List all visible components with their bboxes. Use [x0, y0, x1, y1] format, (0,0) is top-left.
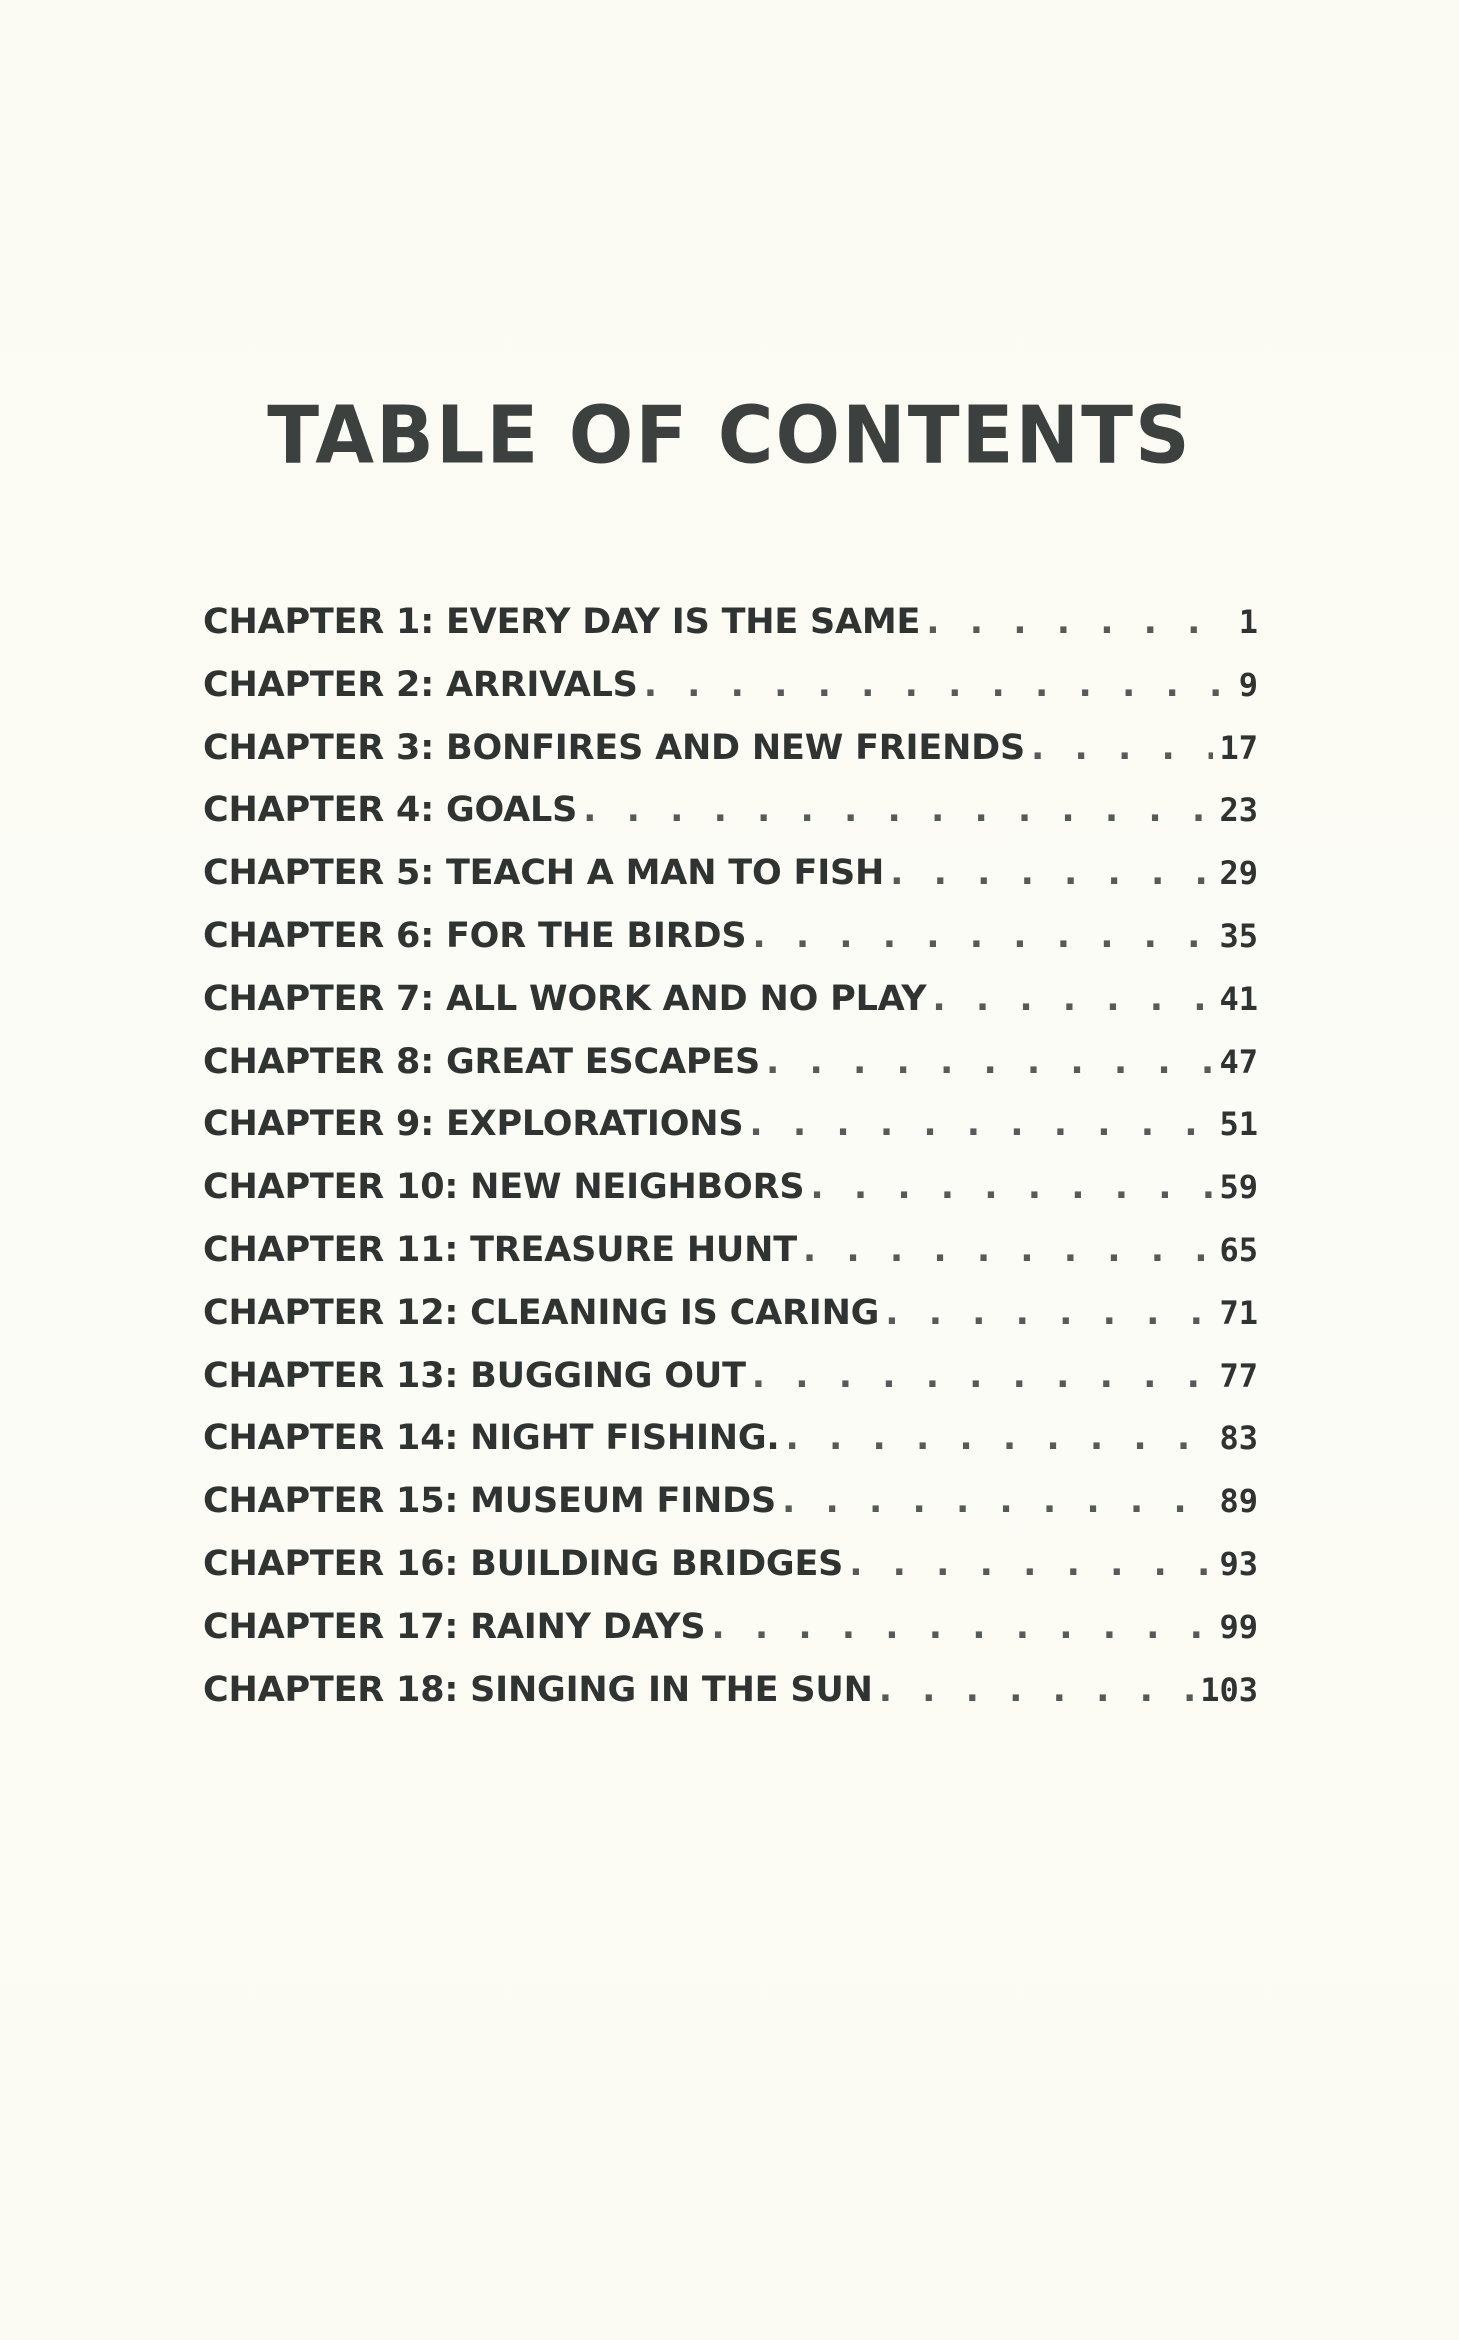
toc-entry: [203, 1670, 1258, 1733]
dot-leader: [711, 1607, 1213, 1647]
page-number: 41: [1219, 979, 1258, 1018]
dot-leader: [752, 1356, 1214, 1396]
dot-leader: [810, 1167, 1213, 1207]
dot-leader: [786, 1418, 1214, 1458]
dot-leader: [583, 790, 1213, 830]
page-number: 35: [1219, 916, 1258, 955]
toc-entry: [203, 1544, 1258, 1607]
chapter-title: CHAPTER 8: GREAT ESCAPES: [203, 1041, 761, 1082]
chapter-title: CHAPTER 16: BUILDING BRIDGES: [203, 1543, 844, 1584]
toc-entry: [203, 1607, 1258, 1670]
chapter-title: CHAPTER 2: ARRIVALS: [203, 664, 638, 705]
toc-entry: [203, 1104, 1258, 1167]
chapter-title: CHAPTER 12: CLEANING IS CARING: [203, 1292, 880, 1333]
toc-entry: [203, 979, 1258, 1042]
toc-entry: [203, 853, 1258, 916]
dot-leader: [766, 1042, 1213, 1082]
toc-entry: [203, 665, 1258, 728]
page-number: 9: [1238, 665, 1258, 704]
dot-leader: [752, 916, 1213, 956]
toc-entry: [203, 1481, 1258, 1544]
chapter-title: CHAPTER 17: RAINY DAYS: [203, 1606, 706, 1647]
dot-leader: [926, 602, 1232, 642]
dot-leader: [803, 1230, 1214, 1270]
page-number: 23: [1219, 791, 1258, 830]
page-number: 71: [1219, 1293, 1258, 1332]
toc-entry: [203, 602, 1258, 665]
page-number: 65: [1219, 1230, 1258, 1269]
dot-leader: [749, 1104, 1213, 1144]
dot-leader: [932, 979, 1213, 1019]
page-number: 99: [1219, 1607, 1258, 1646]
dot-leader: [885, 1293, 1213, 1333]
dot-leader: [890, 853, 1213, 893]
page-number: 1: [1238, 603, 1258, 641]
toc-entry: [203, 916, 1258, 979]
chapter-title: CHAPTER 7: ALL WORK AND NO PLAY: [203, 978, 927, 1019]
page-number: 17: [1219, 728, 1258, 767]
dot-leader: [1031, 728, 1213, 768]
dot-leader: [879, 1670, 1195, 1710]
toc-entry: [203, 1167, 1258, 1230]
chapter-title: CHAPTER 1: EVERY DAY IS THE SAME: [203, 602, 921, 642]
dot-leader: [644, 665, 1233, 705]
chapter-title: CHAPTER 5: TEACH A MAN TO FISH: [203, 853, 885, 894]
page-number: 77: [1219, 1356, 1258, 1395]
toc-entry: [203, 1230, 1258, 1293]
dot-leader: [849, 1544, 1213, 1584]
chapter-title: CHAPTER 18: SINGING IN THE SUN: [203, 1669, 873, 1710]
chapter-title: CHAPTER 6: FOR THE BIRDS: [203, 915, 747, 956]
chapter-title: CHAPTER 10: NEW NEIGHBORS: [203, 1167, 805, 1208]
page-number: 29: [1219, 854, 1258, 893]
page-number: 51: [1219, 1105, 1258, 1144]
page-number: 47: [1219, 1042, 1258, 1081]
page-number: 93: [1219, 1544, 1258, 1583]
chapter-title: CHAPTER 9: EXPLORATIONS: [203, 1104, 744, 1145]
toc-entry: [203, 1356, 1258, 1419]
toc-entry: [203, 1418, 1258, 1481]
page-number: 89: [1219, 1482, 1258, 1521]
chapter-title: CHAPTER 3: BONFIRES AND NEW FRIENDS: [203, 727, 1026, 768]
chapter-title: CHAPTER 11: TREASURE HUNT: [203, 1229, 797, 1270]
table-of-contents: [203, 602, 1258, 1732]
page-number: 59: [1219, 1168, 1258, 1207]
page-title: TABLE OF CONTENTS: [267, 388, 1192, 482]
chapter-title: CHAPTER 14: NIGHT FISHING.: [203, 1418, 780, 1459]
page-number: 103: [1200, 1670, 1258, 1709]
chapter-title: CHAPTER 4: GOALS: [203, 790, 578, 831]
dot-leader: [782, 1481, 1213, 1521]
toc-entry: [203, 1042, 1258, 1105]
chapter-title: CHAPTER 13: BUGGING OUT: [203, 1355, 746, 1396]
page-number: 83: [1219, 1419, 1258, 1458]
toc-entry: [203, 728, 1258, 791]
chapter-title: CHAPTER 15: MUSEUM FINDS: [203, 1481, 777, 1522]
toc-entry: [203, 790, 1258, 853]
toc-entry: [203, 1293, 1258, 1356]
